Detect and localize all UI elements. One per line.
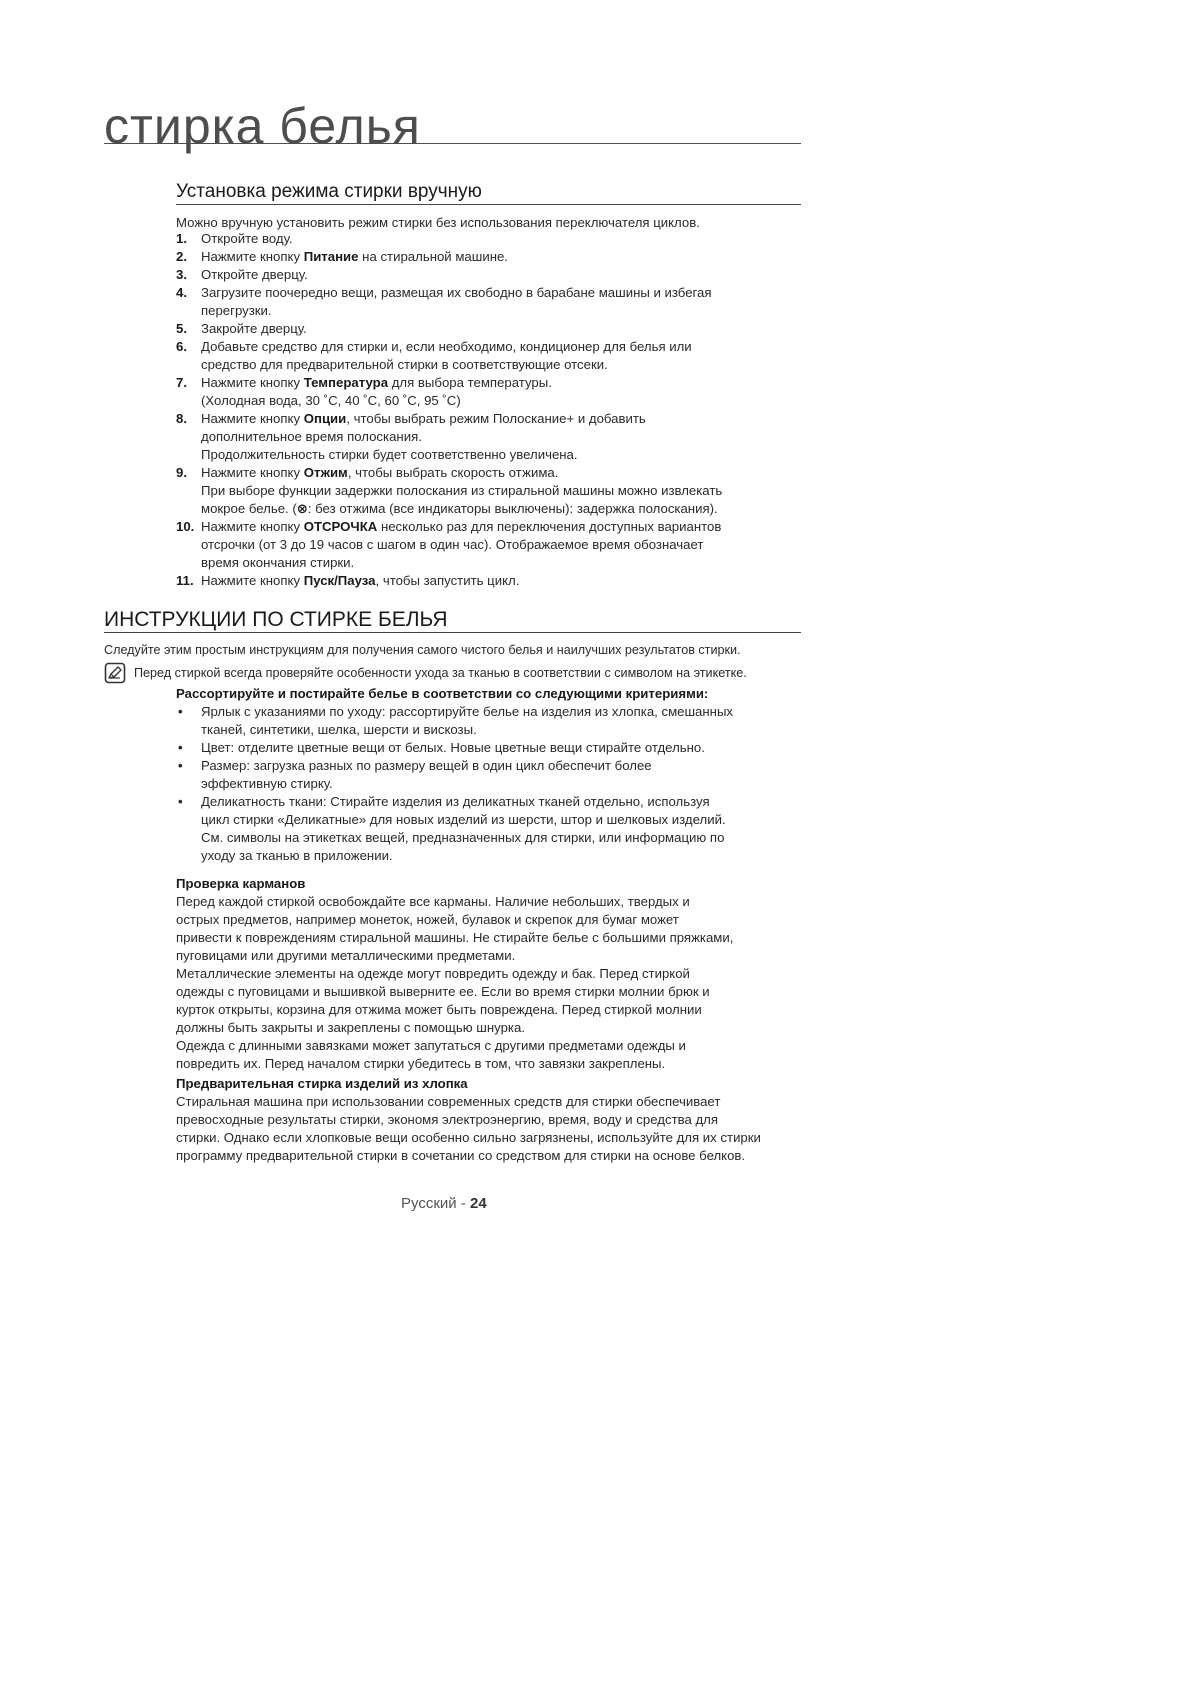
- step-text: время окончания стирки.: [201, 555, 355, 570]
- list-item: [176, 703, 801, 739]
- step-number: 11.: [176, 573, 194, 588]
- step-text: Откройте дверцу.: [201, 267, 308, 282]
- step-item: [176, 266, 801, 284]
- paragraph-line: Перед каждой стиркой освобождайте все карманы. Наличие небольших, твердых и: [176, 894, 690, 909]
- step-item: [176, 572, 801, 590]
- step-text: перегрузки.: [201, 303, 272, 318]
- manual-mode-intro: Можно вручную установить режим стирки без использования переключателя циклов.: [176, 215, 700, 230]
- step-text: , чтобы выбрать режим Полоскание+ и добавить: [346, 411, 646, 426]
- note-icon: [104, 662, 126, 684]
- list-item-line: тканей, синтетики, шелка, шерсти и вискозы.: [201, 722, 477, 737]
- instructions-heading: ИНСТРУКЦИИ ПО СТИРКЕ БЕЛЬЯ: [104, 608, 448, 631]
- paragraph-line: программу предварительной стирки в сочетании со средством для стирки на основе белков.: [176, 1148, 746, 1163]
- sort-section: [176, 685, 801, 865]
- button-name: Отжим: [303, 465, 348, 480]
- step-text-line: [201, 572, 801, 590]
- steps-list: [176, 230, 801, 590]
- step-number: 2.: [176, 249, 187, 264]
- paragraph-line: Металлические элементы на одежде могут повредить одежду и бак. Перед стиркой: [176, 966, 690, 981]
- pockets-text: [176, 893, 801, 1073]
- list-item-line: Ярлык с указаниями по уходу: рассортируйте белье на изделия из хлопка, смешанных: [201, 704, 734, 719]
- list-item: [176, 757, 801, 793]
- list-item-line: Размер: загрузка разных по размеру вещей в один цикл обеспечит более: [201, 758, 652, 773]
- step-text-line: [201, 392, 801, 410]
- prewash-title: Предварительная стирка изделий из хлопка: [176, 1076, 468, 1091]
- page-number: 24: [470, 1195, 487, 1212]
- step-text-line: [201, 536, 801, 554]
- paragraph-line: Стиральная машина при использовании современных средств для стирки обеспечивает: [176, 1094, 721, 1109]
- button-name: Пуск/Пауза: [303, 573, 376, 588]
- step-text-line: [201, 302, 801, 320]
- step-text-line: [201, 320, 801, 338]
- instructions-intro: Следуйте этим простым инструкциям для получения самого чистого белья и наилучших результатов стирки.: [104, 643, 741, 657]
- step-text: Нажмите кнопку: [201, 465, 304, 480]
- step-text: : без отжима (все индикаторы выключены): задержка полоскания).: [307, 501, 718, 516]
- manual-mode-heading: Установка режима стирки вручную: [176, 181, 482, 202]
- note: [104, 662, 747, 684]
- paragraph-line: повредить их. Перед началом стирки убедитесь в том, что завязки закреплены.: [176, 1056, 666, 1071]
- step-text: , чтобы выбрать скорость отжима.: [347, 465, 559, 480]
- paragraph-line: превосходные результаты стирки, экономя электроэнергию, время, воду и средства для: [176, 1112, 718, 1127]
- step-text: дополнительное время полоскания.: [201, 429, 422, 444]
- button-name: Питание: [303, 249, 359, 264]
- list-item: [176, 793, 801, 865]
- button-name: ⊗: [296, 501, 308, 516]
- step-number: 5.: [176, 321, 187, 336]
- step-number: 9.: [176, 465, 187, 480]
- page-footer: [401, 1195, 487, 1212]
- list-item-line: цикл стирки «Деликатные» для новых изделий из шерсти, штор и шелковых изделий.: [201, 812, 726, 827]
- step-text-line: [201, 338, 801, 356]
- step-number: 1.: [176, 231, 187, 246]
- step-text: Загрузите поочередно вещи, размещая их свободно в барабане машины и избегая: [201, 285, 712, 300]
- sort-title: Рассортируйте и постирайте белье в соответствии со следующими критериями:: [176, 686, 709, 701]
- step-text: Добавьте средство для стирки и, если необходимо, кондиционер для белья или: [201, 339, 692, 354]
- sort-bullets: [176, 703, 801, 865]
- step-text-line: [201, 428, 801, 446]
- bullet-icon: •: [178, 740, 183, 755]
- step-text-line: [201, 266, 801, 284]
- step-text: мокрое белье. (: [201, 501, 297, 516]
- step-text-line: [201, 464, 801, 482]
- step-text: Нажмите кнопку: [201, 375, 304, 390]
- bullet-icon: •: [178, 794, 183, 809]
- step-item: [176, 410, 801, 464]
- step-text-line: [201, 356, 801, 374]
- bullet-icon: •: [178, 758, 183, 773]
- step-item: [176, 374, 801, 410]
- paragraph-line: привести к повреждениям стиральной машины. Не стирайте белье с большими пряжками,: [176, 930, 734, 945]
- footer-language: Русский -: [401, 1195, 470, 1212]
- paragraph-line: стирки. Однако если хлопковые вещи особенно сильно загрязнены, используйте для их стирки: [176, 1130, 761, 1145]
- button-name: Опции: [303, 411, 347, 426]
- step-item: [176, 338, 801, 374]
- step-text-line: [201, 500, 801, 518]
- list-item-line: Деликатность ткани: Стирайте изделия из деликатных тканей отдельно, используя: [201, 794, 710, 809]
- step-number: 6.: [176, 339, 187, 354]
- step-text: отсрочки (от 3 до 19 часов с шагом в один час). Отображаемое время обозначает: [201, 537, 704, 552]
- paragraph-line: одежды с пуговицами и вышивкой выверните ее. Если во время стирки молнии брюк и: [176, 984, 710, 999]
- step-text-line: [201, 518, 801, 536]
- step-text-line: [201, 410, 801, 428]
- step-text: Нажмите кнопку: [201, 519, 304, 534]
- prewash-section: [176, 1075, 801, 1165]
- list-item: [176, 739, 801, 757]
- paragraph-line: пуговицами или другими металлическими предметами.: [176, 948, 516, 963]
- step-text: Продолжительность стирки будет соответственно увеличена.: [201, 447, 578, 462]
- step-text: Закройте дверцу.: [201, 321, 307, 336]
- list-item-line: эффективную стирку.: [201, 776, 333, 791]
- step-text: (Холодная вода, 30 ˚C, 40 ˚C, 60 ˚C, 95 ˚C): [201, 393, 461, 408]
- list-item-line: Цвет: отделите цветные вещи от белых. Новые цветные вещи стирайте отдельно.: [201, 740, 705, 755]
- step-text: Нажмите кнопку: [201, 411, 304, 426]
- step-number: 10.: [176, 519, 195, 534]
- prewash-text: [176, 1093, 801, 1165]
- step-text-line: [201, 554, 801, 572]
- step-number: 4.: [176, 285, 187, 300]
- manual-mode-divider: [176, 204, 801, 205]
- list-item-line: уходу за тканью в приложении.: [201, 848, 393, 863]
- pockets-section: [176, 875, 801, 1073]
- button-name: Температура: [303, 375, 389, 390]
- step-text: несколько раз для переключения доступных вариантов: [377, 519, 722, 534]
- pockets-title: Проверка карманов: [176, 876, 306, 891]
- step-text-line: [201, 374, 801, 392]
- step-number: 8.: [176, 411, 187, 426]
- step-text-line: [201, 230, 801, 248]
- step-text-line: [201, 482, 801, 500]
- step-item: [176, 518, 801, 572]
- step-text: средство для предварительной стирки в соответствующие отсеки.: [201, 357, 608, 372]
- step-item: [176, 320, 801, 338]
- step-text: на стиральной машине.: [358, 249, 508, 264]
- step-text: Нажмите кнопку: [201, 249, 304, 264]
- step-text: Нажмите кнопку: [201, 573, 304, 588]
- step-item: [176, 230, 801, 248]
- step-number: 3.: [176, 267, 187, 282]
- step-item: [176, 464, 801, 518]
- button-name: ОТСРОЧКА: [303, 519, 378, 534]
- paragraph-line: курток открыты, корзина для отжима может быть повреждена. Перед стиркой молнии: [176, 1002, 702, 1017]
- step-text-line: [201, 446, 801, 464]
- step-number: 7.: [176, 375, 187, 390]
- paragraph-line: острых предметов, например монеток, ножей, булавок и скрепок для бумаг может: [176, 912, 679, 927]
- step-text: для выбора температуры.: [388, 375, 552, 390]
- step-text-line: [201, 248, 801, 266]
- step-text: При выборе функции задержки полоскания из стиральной машины можно извлекать: [201, 483, 723, 498]
- paragraph-line: Одежда с длинными завязками может запутаться с другими предметами одежды и: [176, 1038, 686, 1053]
- chapter-title: стирка белья: [104, 98, 421, 154]
- step-text: , чтобы запустить цикл.: [375, 573, 520, 588]
- note-text: Перед стиркой всегда проверяйте особенности ухода за тканью в соответствии с символом на этикетке.: [134, 666, 747, 680]
- chapter-divider: [104, 143, 801, 144]
- step-text-line: [201, 284, 801, 302]
- instructions-divider: [104, 632, 801, 633]
- step-item: [176, 248, 801, 266]
- list-item-line: См. символы на этикетках вещей, предназначенных для стирки, или информацию по: [201, 830, 725, 845]
- paragraph-line: должны быть закрыты и закреплены с помощью шнурка.: [176, 1020, 525, 1035]
- step-item: [176, 284, 801, 320]
- bullet-icon: •: [178, 704, 183, 719]
- step-text: Откройте воду.: [201, 231, 293, 246]
